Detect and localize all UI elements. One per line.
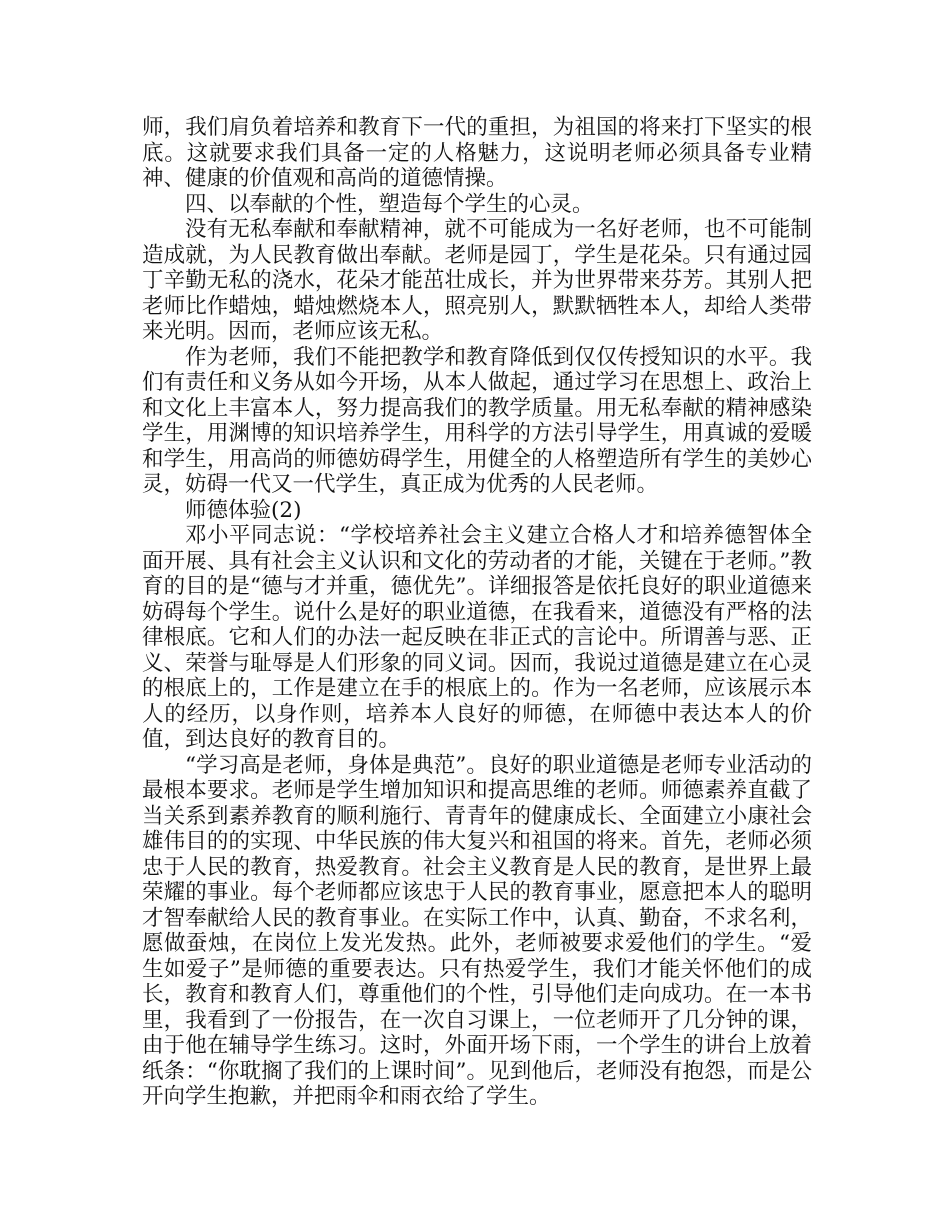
section-heading: 四、以奉献的个性，塑造每个学生的心灵。	[185, 191, 594, 217]
essay-title: 师德体验(2)	[185, 497, 302, 523]
paragraph: 没有无私奉献和奉献精神，就不可能成为一名好老师，也不可能制造成就，为人民教育做出奉献。老师是园丁，学生是花朵。只有通过园丁辛勤无私的浇水，花朵才能茁壮成长，并为世界带来芬芳。其别人把老师比作蜡烛，蜡烛燃烧本人，照亮别人，默默牺牲本人，却给人类带来光明。因而，老师应该无私。	[142, 217, 812, 344]
paragraph: 邓小平同志说：“学校培养社会主义建立合格人才和培养德智体全面开展、具有社会主义认识和文化的劳动者的才能，关键在于老师。”教育的目的是“德与才并重，德优先”。详细报答是依托良好的职业道德来妨碍每个学生。说什么是好的职业道德，在我看来，道德没有严格的法律根底。它和人们的办法一起反映在非正式的言论中。所谓善与恶、正义、荣誉与耻辱是人们形象的同义词。因而，我说过道德是建立在心灵的根底上的，工作是建立在手的根底上的。作为一名老师，应该展示本人的经历，以身作则，培养本人良好的师德，在师德中表达本人的价值，到达良好的教育目的。	[142, 523, 812, 752]
paragraph: “学习高是老师，身体是典范”。良好的职业道德是老师专业活动的最根本要求。老师是学生增加知识和提高思维的老师。师德素养直截了当关系到素养教育的顺利施行、青青年的健康成长、全面建立小康社会雄伟目的的实现、中华民族的伟大复兴和祖国的将来。首先，老师必须忠于人民的教育，热爱教育。社会主义教育是人民的教育，是世界上最荣耀的事业。每个老师都应该忠于人民的教育事业，愿意把本人的聪明才智奉献给人民的教育事业。在实际工作中，认真、勤奋，不求名利，愿做蚕烛，在岗位上发光发热。此外，老师被要求爱他们的学生。“爱生如爱子”是师德的重要表达。只有热爱学生，我们才能关怀他们的成长，教育和教育人们，尊重他们的个性，引导他们走向成功。在一本书里，我看到了一份报告，在一次自习课上，一位老师开了几分钟的课，由于他在辅导学生练习。这时，外面开场下雨，一个学生的讲台上放着纸条：“你耽搁了我们的上课时间”。见到他后，老师没有抱怨，而是公开向学生抱歉，并把雨伞和雨衣给了学生。	[142, 752, 812, 1109]
paragraph: 作为老师，我们不能把教学和教育降低到仅仅传授知识的水平。我们有责任和义务从如今开场，从本人做起，通过学习在思想上、政治上和文化上丰富本人，努力提高我们的教学质量。用无私奉献的精神感染学生，用渊博的知识培养学生，用科学的方法引导学生，用真诚的爱暖和学生，用高尚的师德妨碍学生，用健全的人格塑造所有学生的美妙心灵，妨碍一代又一代学生，真正成为优秀的人民老师。	[142, 344, 812, 497]
paragraph: 师，我们肩负着培养和教育下一代的重担，为祖国的将来打下坚实的根底。这就要求我们具备一定的人格魅力，这说明老师必须具备专业精神、健康的价值观和高尚的道德情操。	[142, 115, 812, 191]
document-page	[142, 115, 812, 1110]
